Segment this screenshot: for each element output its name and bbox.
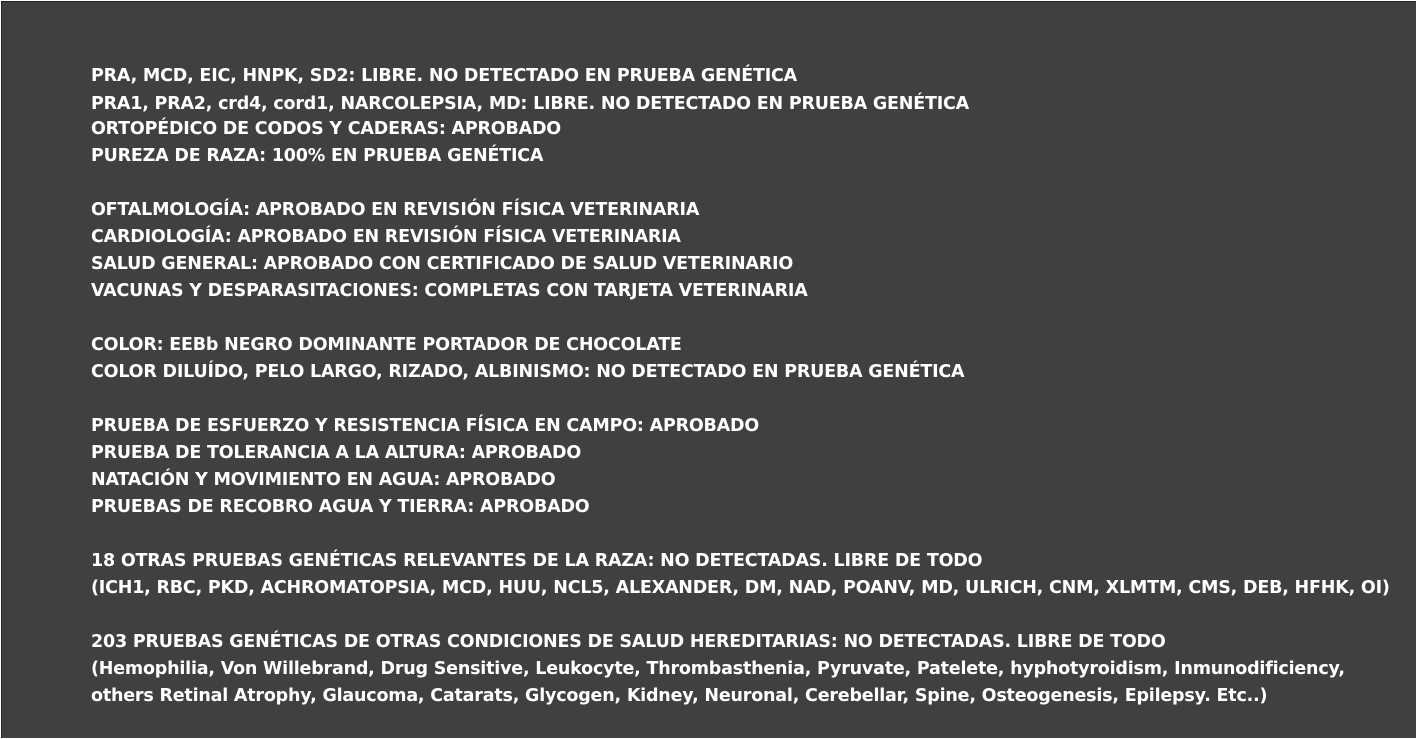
breed-genetic-tests-section <box>91 548 1391 602</box>
document-panel <box>1 1 1416 738</box>
text-line: PRA, MCD, EIC, HNPK, SD2: LIBRE. NO DETECTADO EN PRUEBA GENÉTICA <box>91 66 798 86</box>
text-line: PRA1, PRA2, crd4, cord1, NARCOLEPSIA, MD: LIBRE. NO DETECTADO EN PRUEBA GENÉTICA <box>91 94 970 114</box>
hereditary-conditions-section <box>91 629 1391 710</box>
genetic-tests-section <box>91 63 1391 170</box>
text-line: COLOR: EEBb NEGRO DOMINANTE PORTADOR DE CHOCOLATE <box>91 335 682 355</box>
text-line: PRUEBA DE ESFUERZO Y RESISTENCIA FÍSICA EN CAMPO: APROBADO <box>91 416 760 436</box>
text-line: PRUEBAS DE RECOBRO AGUA Y TIERRA: APROBADO <box>91 497 590 517</box>
text-line: COLOR DILUÍDO, PELO LARGO, RIZADO, ALBINISMO: NO DETECTADO EN PRUEBA GENÉTICA <box>91 362 965 382</box>
text-line: PRUEBA DE TOLERANCIA A LA ALTURA: APROBADO <box>91 443 581 463</box>
text-line: CARDIOLOGÍA: APROBADO EN REVISIÓN FÍSICA VETERINARIA <box>91 227 681 247</box>
text-line: (ICH1, RBC, PKD, ACHROMATOPSIA, MCD, HUU, NCL5, ALEXANDER, DM, NAD, POANV, MD, ULRICH, CNM, XLMTM, CMS, DEB, HFHK, OI) <box>91 578 1390 598</box>
text-line: 18 OTRAS PRUEBAS GENÉTICAS RELEVANTES DE LA RAZA: NO DETECTADAS. LIBRE DE TODO <box>91 551 983 571</box>
veterinary-review-section <box>91 197 1391 305</box>
text-line: ORTOPÉDICO DE CODOS Y CADERAS: APROBADO <box>91 119 561 139</box>
text-line: VACUNAS Y DESPARASITACIONES: COMPLETAS CON TARJETA VETERINARIA <box>91 281 808 301</box>
health-report-text <box>91 63 1391 737</box>
text-line: OFTALMOLOGÍA: APROBADO EN REVISIÓN FÍSICA VETERINARIA <box>91 200 700 220</box>
text-line: PUREZA DE RAZA: 100% EN PRUEBA GENÉTICA <box>91 146 544 166</box>
field-tests-section <box>91 413 1391 521</box>
color-section <box>91 332 1391 386</box>
text-line: others Retinal Atrophy, Glaucoma, Catarats, Glycogen, Kidney, Neuronal, Cerebellar, Spine, Osteogenesis, Epilepsy. Etc..) <box>91 686 1268 706</box>
text-line: 203 PRUEBAS GENÉTICAS DE OTRAS CONDICIONES DE SALUD HEREDITARIAS: NO DETECTADAS. LIBRE DE TODO <box>91 632 1166 652</box>
text-line: SALUD GENERAL: APROBADO CON CERTIFICADO DE SALUD VETERINARIO <box>91 254 794 274</box>
text-line: NATACIÓN Y MOVIMIENTO EN AGUA: APROBADO <box>91 470 556 490</box>
text-line: (Hemophilia, Von Willebrand, Drug Sensitive, Leukocyte, Thrombasthenia, Pyruvate, Patelete, hyphotyroidism, Inmunodificiency, <box>91 659 1345 679</box>
